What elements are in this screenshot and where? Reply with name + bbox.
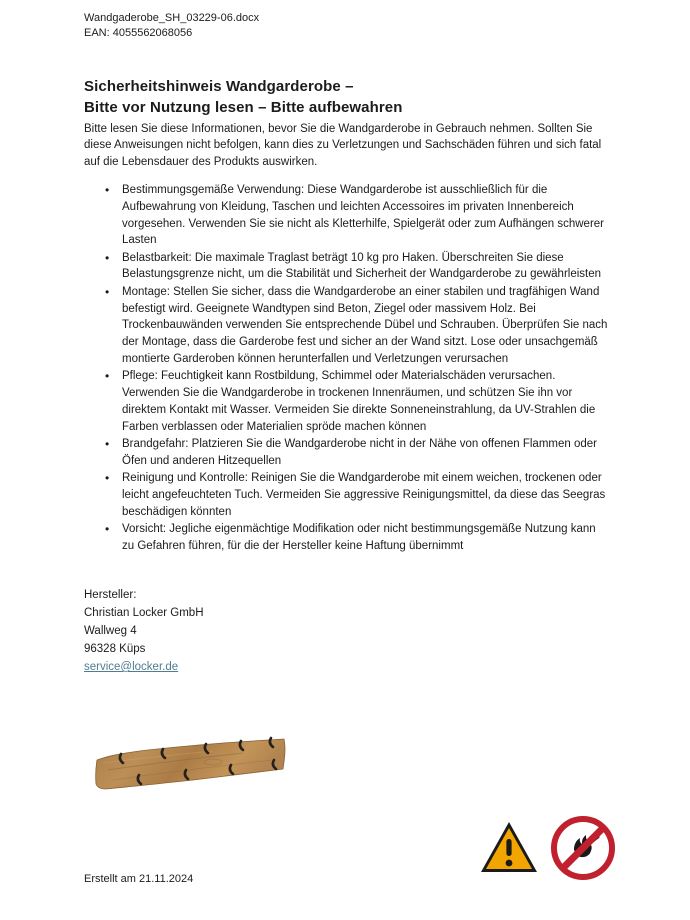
page-title-line2: Bitte vor Nutzung lesen – Bitte aufbewahren (84, 99, 403, 116)
file-name: Wandgaderobe_SH_03229-06.docx (84, 12, 260, 24)
intro-paragraph: Bitte lesen Sie diese Informationen, bevor Sie die Wandgarderobe in Gebrauch nehmen. Sollten Sie diese Anweisungen nicht befolgen, kann dies zu Verletzungen und Sachschäden führen und sich fatal auf die Lebensdauer des Produkts auswirken. (84, 123, 602, 168)
warning-triangle-icon (479, 819, 539, 877)
safety-bullet-list (84, 182, 608, 555)
created-date: Erstellt am 21.11.2024 (84, 873, 194, 885)
bullet-caution: • Vorsicht: Jegliche eigenmächtige Modifikation oder nicht bestimmungsgemäße Nutzung kann zu Gefahren führen, für die der Hersteller keine Haftung übernimmt (84, 521, 608, 555)
product-image-wall-coat-rack (93, 736, 288, 794)
warning-symbols-group (479, 816, 615, 880)
bullet-mounting: • Montage: Stellen Sie sicher, dass die Wandgarderobe an einer stabilen und tragfähigen Wand befestigt wird. Geeignete Wandtypen sind Beton, Ziegel oder massivem Holz. Bei Trockenbauwänden verwenden Sie entsprechende Dübel und Schrauben. Überprüfen Sie nach der Montage, dass die Garderobe fest und sicher an der Wand sitzt. Lose oder unsachgemäß montierte Garderoben können herunterfallen und Verletzungen verursachen (84, 284, 608, 368)
page-title (84, 76, 403, 118)
manufacturer-city: 96328 Küps (84, 643, 146, 655)
bullet-fire-hazard: • Brandgefahr: Platzieren Sie die Wandgarderobe nicht in der Nähe von offenen Flammen oder Öfen und anderen Hitzequellen (84, 436, 608, 470)
manufacturer-name: Christian Locker GmbH (84, 607, 204, 619)
manufacturer-block (84, 586, 204, 676)
wood-plank-coat-rack-illustration (93, 736, 288, 794)
bullet-intended-use: • Bestimmungsgemäße Verwendung: Diese Wandgarderobe ist ausschließlich für die Aufbewahrung von Kleidung, Taschen und leichten Accessoires im privaten Innenbereich vorgesehen. Verwenden Sie sie nicht als Kletterhilfe, Spielgerät oder zum Aufhängen schwerer Lasten (84, 182, 608, 249)
email-link[interactable]: service@locker.de (84, 661, 179, 673)
no-open-flames-icon (551, 816, 615, 880)
manufacturer-label: Hersteller: (84, 589, 137, 601)
manufacturer-street: Wallweg 4 (84, 625, 137, 637)
bullet-care: • Pflege: Feuchtigkeit kann Rostbildung, Schimmel oder Materialschäden verursachen. Verwenden Sie die Wandgarderobe in trockenen Innenräumen, und schützen Sie ihn vor direktem Kontakt mit Wasser. Vermeiden Sie direkte Sonneneinstrahlung, da UV-Strahlen die Farben verblassen oder Materialien spröde machen können (84, 368, 608, 435)
page-title-line1: Sicherheitshinweis Wandgarderobe – (84, 78, 354, 95)
bullet-cleaning: • Reinigung und Kontrolle: Reinigen Sie die Wandgarderobe mit einem weichen, trockenen oder leicht angefeuchteten Tuch. Vermeiden Sie aggressive Reinigungsmittel, da diese das Seegras beschädigen könnten (84, 470, 608, 520)
ean-number: EAN: 4055562068056 (84, 26, 193, 39)
bullet-load-capacity: • Belastbarkeit: Die maximale Traglast beträgt 10 kg pro Haken. Überschreiten Sie diese Belastungsgrenze nicht, um die Stabilität und Sicherheit der Wandgarderobe zu gewährleisten (84, 250, 608, 284)
document-header (84, 11, 259, 40)
